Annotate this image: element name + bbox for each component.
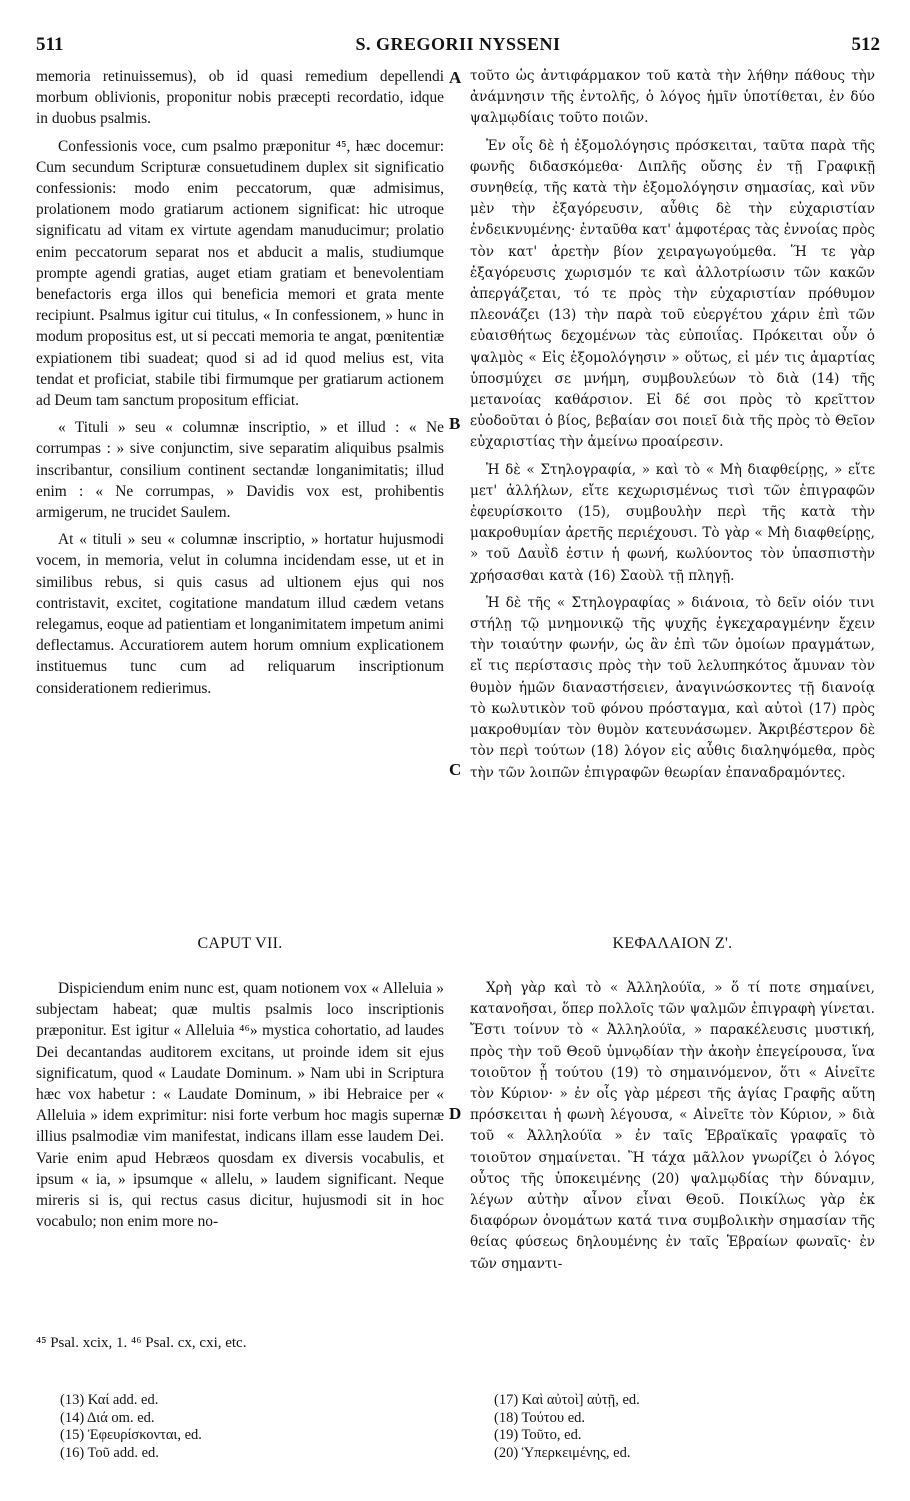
greek-paragraph: Ἡ δὲ « Στηλογραφία, » καὶ τὸ « Μὴ διαφθείρῃς, » εἴτε μετ' ἀλλήλων, εἴτε κεχωρισμένως τισὶ τῶν ἐπιγραφῶν ἐφευρίσκοιτο (15), συμβουλὴν περὶ τῆς κατὰ τὴν μακροθυμίαν ἀρετῆς περιέχουσι. Τὸ γὰρ « Μὴ διαφθείρῃς, » τοῦ Δαυῒδ ἐστιν ἡ φωνή, κωλύοντος τὸν ὑπασπιστὴν χρήσασθαι κατὰ (16) Σαοὺλ τῇ πληγῇ. xyxy=(470,461,875,584)
critical-note: (14) Διά om. ed. xyxy=(60,1409,155,1426)
greek-paragraph: Χρὴ γὰρ καὶ τὸ « Ἀλληλούϊα, » ὅ τί ποτε σημαίνει, κατανοῆσαι, ὅπερ πολλοῖς τῶν ψαλμῶν ἐπιγραφὴ γίνεται. Ἔστι τοίνυν τὸ « Ἀλληλούϊα, » παρακέλευσις μυστική, πρὸς τὴν τοῦ Θεοῦ ὑμνῳδίαν τὴν ἀκοὴν ἐπεγείρουσα, ἵνα τοιοῦτον ᾖ τούτου (19) τὸ σημαινόμενον, ὅτι « Αἰνεῖτε τὸν Κύριον· » ἐν οἷς γὰρ μέρεσι τῆς ἁγίας Γραφῆς αὕτη πρόσκειται ἡ φωνὴ λέγουσα, « Αἰνεῖτε τὸν Κύριον, » διὰ τοῦ « Ἀλληλούϊα » ἐν ταῖς Ἑβραϊκαῖς γραφαῖς τὸ τοιοῦτον σημαίνεται. Ἢ τάχα μᾶλλον γνωρίζει ὁ λόγος οὗτος τῆς ὑποκειμένης (20) ψαλμῳδίας τὴν δύναμιν, λέγων αὐτὴν αἶνον εἶναι Θεοῦ. Ποικίλως γὰρ ἐκ διαφόρων ὀνομάτων κατά τινα συμβολικὴν σημασίαν τῆς θείας φύσεως δηλουμένης ἐν ταῖς Ἑβραίων φωναῖς· ἐν τῶν σημαντι- xyxy=(470,980,875,1272)
latin-column-bottom xyxy=(36,978,444,1318)
chapter-heading-greek: ΚΕΦΑΛΑΙΟΝ Ζ'. xyxy=(612,935,733,952)
scripture-footnotes: ⁴⁵ Psal. xcix, 1. ⁴⁶ Psal. cx, cxi, etc. xyxy=(36,1335,247,1351)
page-number-left: 511 xyxy=(36,34,64,55)
critical-notes-right xyxy=(494,1392,640,1462)
margin-marker-d: D xyxy=(449,1104,462,1123)
critical-note: (13) Καί add. ed. xyxy=(60,1392,159,1408)
running-header xyxy=(36,34,880,60)
latin-paragraph: « Tituli » seu « columnæ inscriptio, » et illud : « Ne corrumpas : » sive conjunctim, sive separatim aliquibus psalmis inscribantur, consilium continent sectandæ longanimitatis; illud enim : « Ne corrumpas, » Davidis vox est, prohibentis armigerum, ne trucidet Saulem. xyxy=(36,419,444,522)
greek-paragraph: τοῦτο ὡς ἀντιφάρμακον τοῦ κατὰ τὴν λήθην πάθους τὴν ἀνάμνησιν τῆς ἐντολῆς, ὁ λόγος ἡμῖν ὑποτίθεται, ἐν δύο ψαλμῳδίαις τοῦτο ποιῶν. xyxy=(470,68,875,127)
latin-column-top xyxy=(36,66,444,878)
margin-marker-a: A xyxy=(449,68,462,87)
latin-paragraph: At « tituli » seu « columnæ inscriptio, » hortatur hujusmodi vocem, in memoria, velut in columna incidendam esse, ut et in similibus rebus, si quis casus ad ultionem ejus qui nos contristavit, excitet, cogitatione mandatum illud cædem vetans relegamus, eoque ad patientiam et longanimitatem impetum animi deflectamus. Accuratiorem autem horum omnium explicationem instituemus tunc cum ad reliquarum inscriptionum considerationem redierimus. xyxy=(36,531,444,697)
chapter-heading-latin: CAPUT VII. xyxy=(197,935,283,952)
latin-paragraph: Dispiciendum enim nunc est, quam notionem vox « Alleluia » subjectam habeat; quæ multis psalmis loco inscriptionis præponitur. Est igitur « Alleluia ⁴⁶» mystica cohortatio, ad laudes Dei decantandas auditorem excitans, ut proinde idem sit ejus significatum, quod « Laudate Dominum. » Nam ubi in Scriptura hæc vox habetur : « Laudate Dominum, » ibi Hebraice per « Alleluia » idem exprimitur: nisi forte verbum hoc magis supernæ illius psalmodiæ vim manifestat, indicans illam esse laudem Dei. Varie enim apud Hebræos quosdam ex diversis vocabulis, et ipsum « ia, » ipsumque « allelu, » laudem significant. Neque mireris si is, qui rectus casus dicitur, hujusmodi sit in hoc vocabulo; non enim more no- xyxy=(36,980,444,1231)
critical-note: (20) Ὑπερκειμένης, ed. xyxy=(494,1444,631,1461)
greek-column-bottom xyxy=(470,978,875,1318)
greek-paragraph: Ἡ δὲ τῆς « Στηλογραφίας » διάνοια, τὸ δεῖν οἱόν τινι στήλῃ τῷ μνημονικῷ τῆς ψυχῆς ἐγκεχαραγμένην ἔχειν τὴν τοιαύτην φωνήν, ὡς ἂν ἐπὶ τῶν ὁμοίων πραγμάτων, εἴ τις περίστασις πρὸς τὴν τοῦ λελυπηκότος ἄμυναν τὸν θυμὸν ἡμῶν διαναστήσειεν, ἀναγινώσκοντες τῇ διανοίᾳ τὸ κωλυτικὸν τοῦ φόνου πρόσταγμα, καὶ αὐτοὶ (17) πρὸς μακροθυμίαν τὸν θυμὸν κατευνάσωμεν. Ἀκριβέστερον δὲ τὸν περὶ τούτων (18) λόγον εἰς αὖθις διαληψόμεθα, πρὸς τὴν τῶν λοιπῶν ἐπιγραφῶν θεωρίαν ἐπαναδραμόντες. xyxy=(470,594,875,781)
page-number-right: 512 xyxy=(851,34,880,55)
margin-marker-c: C xyxy=(449,760,462,779)
latin-paragraph: Confessionis voce, cum psalmo præponitur ⁴⁵, hæc docemur: Cum secundum Scripturæ consuetudinem duplex sit significatio confessionis: modo enim peccatorum, quæ admisimus, prolationem modo gratiarum actionem significat: hic utroque significatu ad vitam ex virtute agendam manuducimur; prolatio enim peccatorum separat nos et abducit a malis, studiumque prompte agendi gratias, auget etiam gratiam et benevolentiam benefactoris erga illos qui beneficia memori et grata mente recipiunt. Psalmus igitur cui titulus, « In confessionem, » hunc in modum propositus est, ut si peccati memoria te angat, pœnitentiæ expiationem tibi suadeat; quod si ad id quod melius est, vita tendat et proficiat, stabile tibi firmumque per gratiarum actionem ad Deum tam sanctum propositum efficiat. xyxy=(36,137,444,410)
critical-notes-left xyxy=(60,1392,202,1462)
greek-column-top xyxy=(470,66,875,878)
critical-note: (17) Καὶ αὐτοὶ] αὐτῇ, ed. xyxy=(494,1392,640,1408)
critical-note: (16) Τοῦ add. ed. xyxy=(60,1444,159,1461)
running-title: S. GREGORII NYSSENI xyxy=(355,34,561,54)
greek-paragraph: Ἐν οἷς δὲ ἡ ἐξομολόγησις πρόσκειται, ταῦτα παρὰ τῆς φωνῆς διδασκόμεθα· Διπλῆς οὔσης ἐν τῇ Γραφικῇ συνηθείᾳ, τῆς κατὰ τὴν ἐξομολόγησιν σημασίας, καὶ νῦν μὲν τὴν ἐξαγόρευσιν, αὖθις δὲ τὴν εὐχαριστίαν ἐνδεικνυμένης· ἐνταῦθα κατ' ἀμφοτέρας τὰς ἐννοίας πρὸς τὸν κατ' ἀρετὴν βίον χειραγωγούμεθα. Ἥ τε γὰρ ἐξαγόρευσις χωρισμόν τε καὶ ἀλλοτρίωσιν τῶν κακῶν ἀπεργάζεται, τό τε πρὸς τὴν εὐχαριστίαν πρόθυμον πλεονάζει (13) τὴν παρὰ τοῦ εὐεργέτου χάριν ἐπὶ τῶν εὐαισθήτως δεχομένων τὰς εὐποιΐας. Πρόκειται οὖν ὁ ψαλμὸς « Εἰς ἐξομολόγησιν » οὕτως, εἰ μέν τις ἁμαρτίας ὑποσμύχει σε μνήμη, συμβουλεύων τὸ διὰ (14) τῆς μετανοίας καθάρσιον. Εἰ δέ σοι πρὸς τὸ κρεῖττον εὐοδοῦται ὁ βίος, βεβαίαν σοι ποιεῖ διὰ τῆς πρὸς τὸ Θεῖον εὐχαριστίας τὴν ἀμείνω προαίρεσιν. xyxy=(470,137,875,451)
critical-note: (19) Τοῦτο, ed. xyxy=(494,1427,582,1443)
margin-marker-b: B xyxy=(449,414,461,433)
critical-note: (18) Τούτου ed. xyxy=(494,1409,586,1426)
latin-paragraph: memoria retinuissemus), ob id quasi remedium depellendi morbum oblivionis, proponitur nobis præcepti recordatio, idque in duobus psalmis. xyxy=(36,68,444,128)
critical-note: (15) Ἐφευρίσκονται, ed. xyxy=(60,1427,202,1443)
